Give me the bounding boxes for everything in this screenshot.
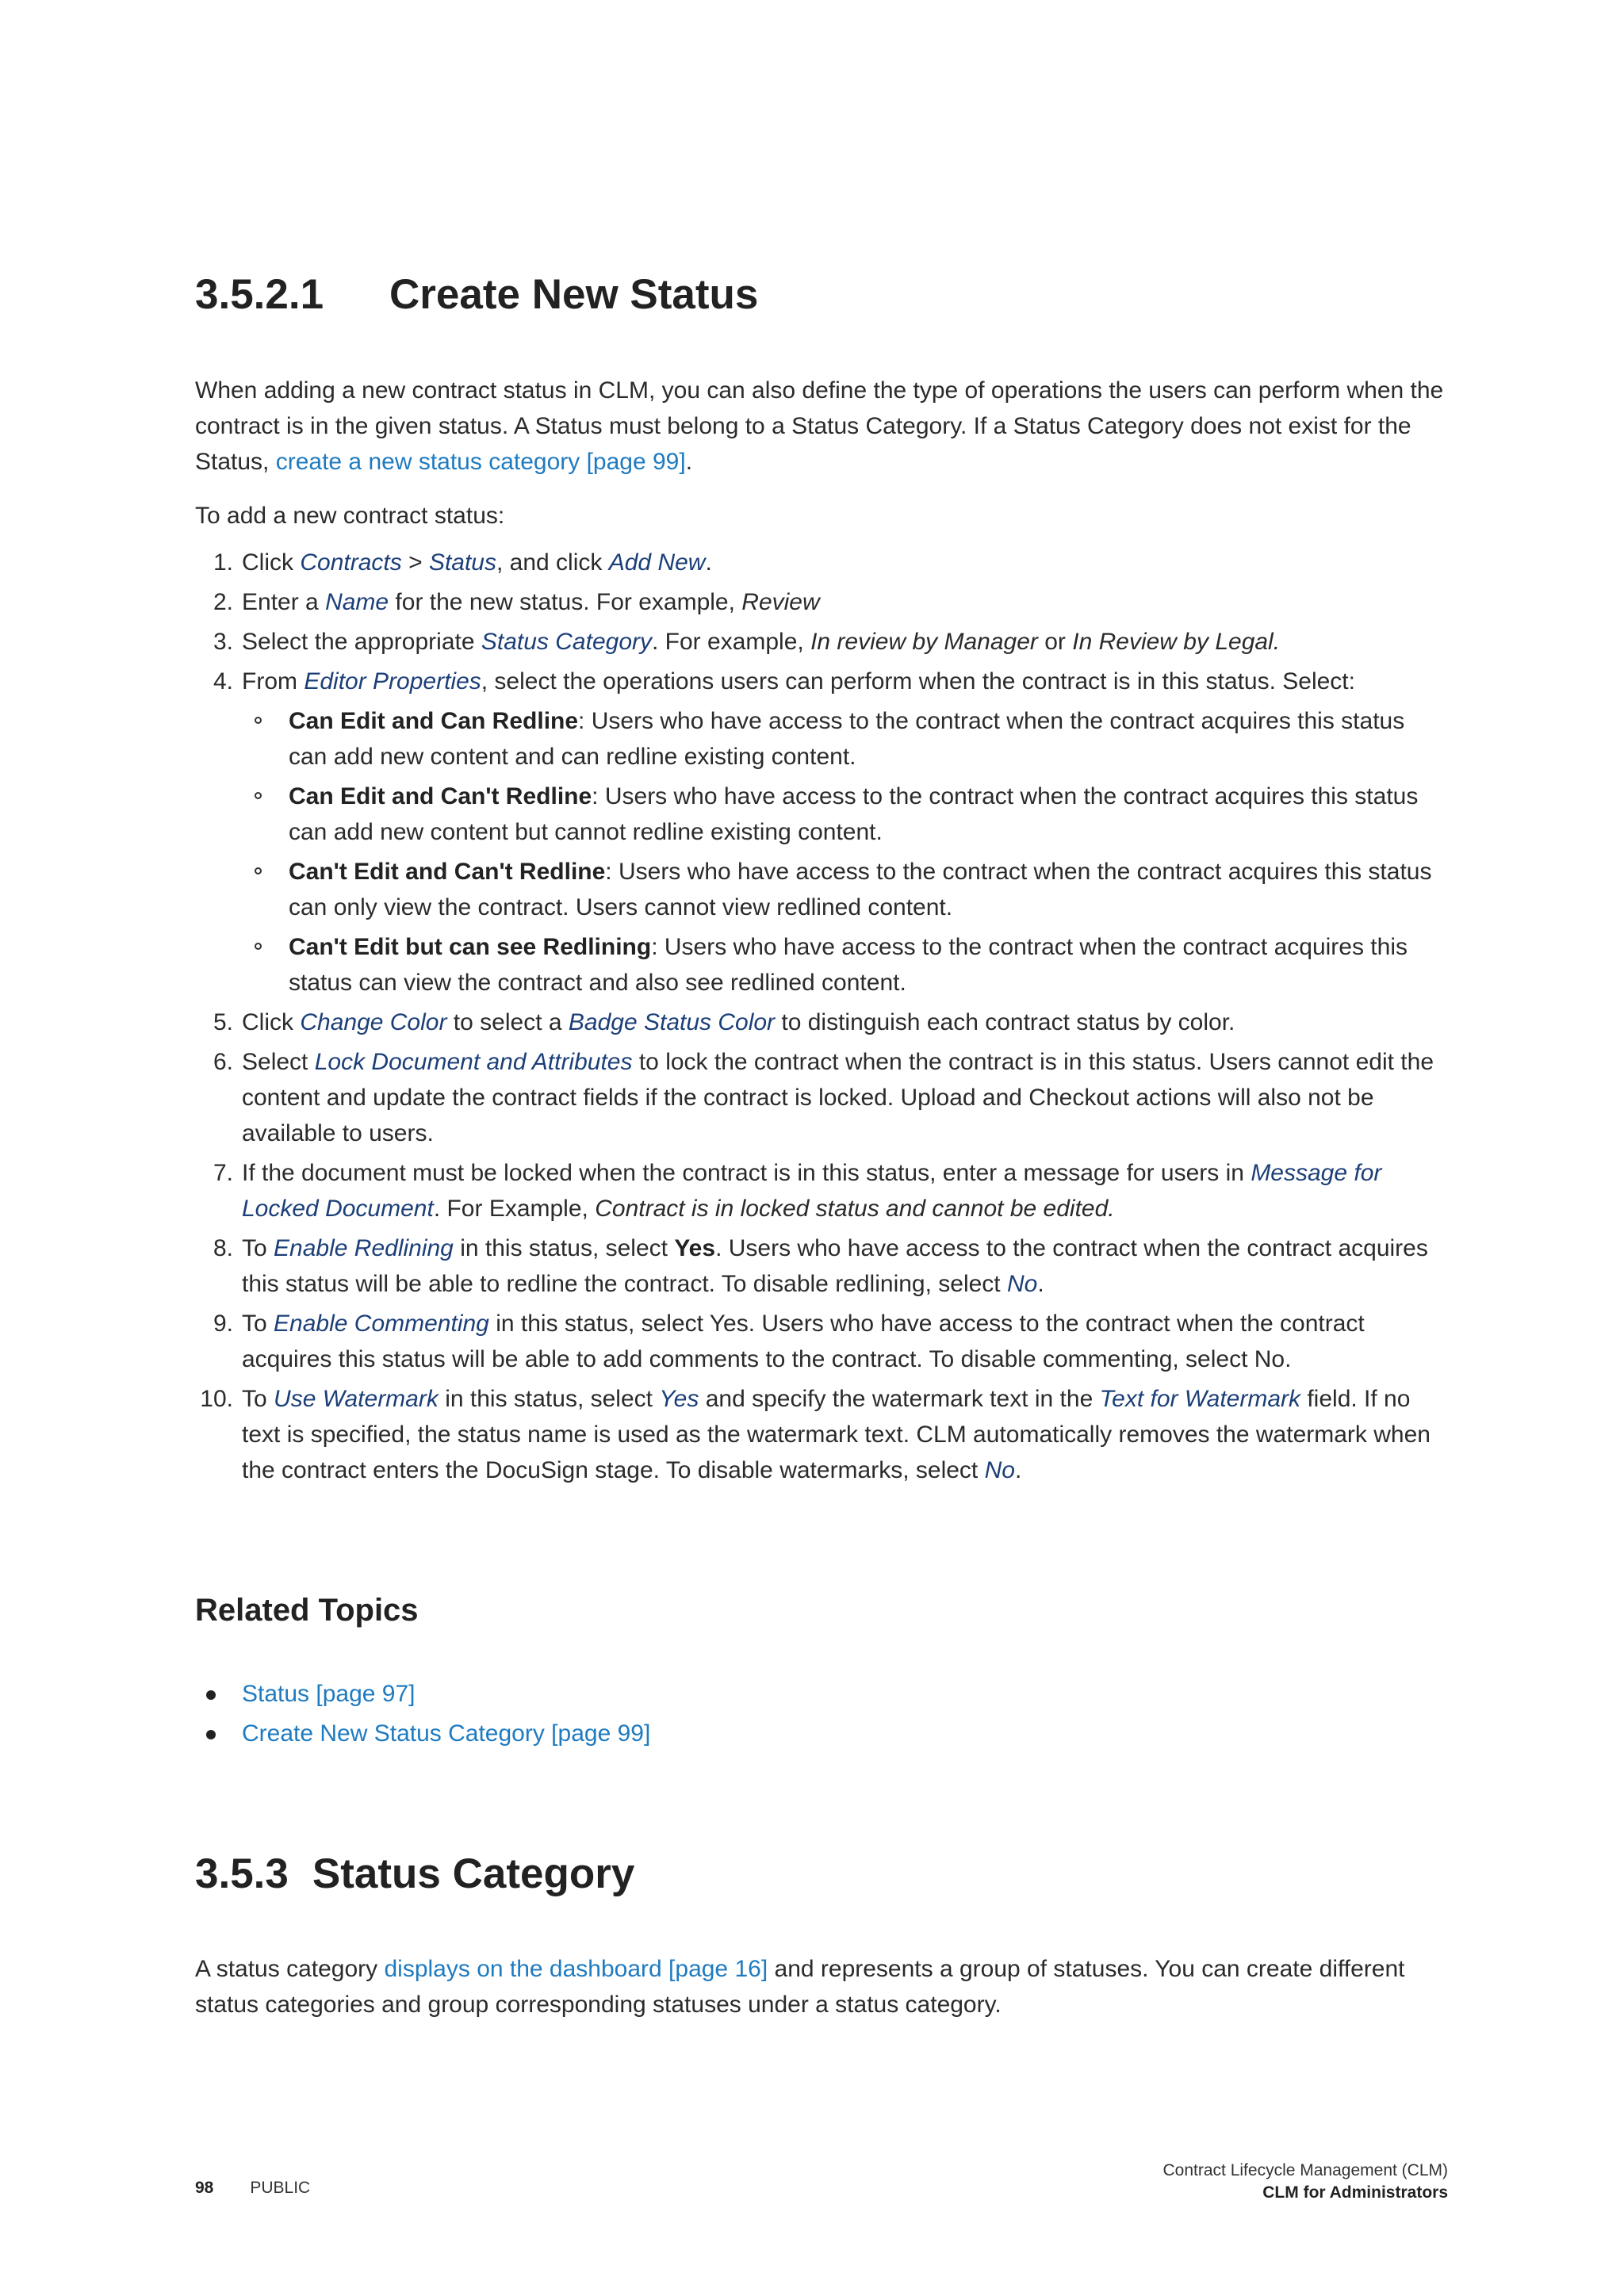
- option-name: Can Edit and Can Redline: [289, 707, 579, 734]
- option-item: [242, 703, 1448, 775]
- step-8: [195, 1230, 1448, 1302]
- option-item: [242, 779, 1448, 850]
- step-text: to lock the contract when the contract is in this status. Users cannot edit the content and update the contract fields if the contract is locked. Upload and Checkout actions will also not be available to users.: [242, 1048, 1434, 1146]
- page-number: 98: [195, 2179, 214, 2197]
- step-text: in this status, select: [438, 1385, 660, 1412]
- ui-term-add-new: Add New: [608, 549, 706, 576]
- example-text: In review by Manager: [810, 628, 1038, 655]
- editor-options-list: [242, 703, 1448, 1001]
- step-10: [195, 1381, 1448, 1488]
- step-text: . For example,: [652, 628, 811, 655]
- step-9: [195, 1306, 1448, 1377]
- circle-bullet-icon: [255, 792, 262, 799]
- step-number: 9.: [213, 1310, 233, 1337]
- step-text: From: [242, 668, 304, 695]
- step-text: Select: [242, 1048, 315, 1075]
- option-item: [242, 929, 1448, 1001]
- step-number: 7.: [213, 1159, 233, 1186]
- dashboard-link[interactable]: displays on the dashboard [page 16]: [384, 1956, 768, 1983]
- step-number: 3.: [213, 628, 233, 655]
- step-text: Enter a: [242, 588, 326, 615]
- related-link-create-new-status-category[interactable]: Create New Status Category [page 99]: [242, 1720, 651, 1747]
- option-description: : Users who have access to the contract when the contract acquires this status can add new content but cannot redline existing content.: [289, 783, 1419, 845]
- ui-term-editor-properties: Editor Properties: [304, 668, 481, 695]
- bullet-icon: [206, 1690, 216, 1700]
- ui-term-enable-redlining: Enable Redlining: [274, 1234, 454, 1261]
- circle-bullet-icon: [255, 717, 262, 724]
- ui-term-no: No: [984, 1456, 1015, 1483]
- section-number: 3.5.2.1: [195, 271, 324, 318]
- paragraph-text: A status category: [195, 1956, 385, 1983]
- step-5: [195, 1004, 1448, 1040]
- step-text: field. If no text is specified, the status name is used as the watermark text. CLM automatically removes the watermark when the contract enters the DocuSign stage. To disable watermarks, select: [242, 1385, 1431, 1483]
- footer-left: [195, 2179, 310, 2198]
- bold-yes: Yes: [674, 1234, 716, 1261]
- option-description: : Users who have access to the contract when the contract acquires this status can only view the contract. Users cannot view redlined content.: [289, 858, 1432, 920]
- step-text: , and click: [496, 549, 609, 576]
- ui-term-name: Name: [325, 588, 389, 615]
- related-topics-list: [195, 1674, 1448, 1754]
- ui-term-enable-commenting: Enable Commenting: [274, 1310, 489, 1337]
- step-number: 10.: [200, 1385, 233, 1412]
- step-number: 5.: [213, 1008, 233, 1035]
- create-status-category-link[interactable]: create a new status category [page 99]: [275, 448, 686, 475]
- lead-paragraph: To add a new contract status:: [195, 502, 505, 529]
- classification-label: PUBLIC: [250, 2179, 311, 2197]
- status-category-paragraph: [195, 1951, 1448, 2022]
- step-text: .: [1037, 1270, 1044, 1297]
- step-text: to select a: [446, 1008, 569, 1035]
- ui-term-no: No: [1006, 1270, 1038, 1297]
- step-text: If the document must be locked when the contract is in this status, enter a message for users in: [242, 1159, 1251, 1186]
- ui-term-lock-document: Lock Document and Attributes: [314, 1048, 633, 1075]
- option-name: Can Edit and Can't Redline: [289, 783, 592, 809]
- section-heading-create-new-status: [195, 270, 1448, 320]
- step-text: . Users who have access to the contract when the contract acquires this status will be able to redline the contract. To disable redlining, select: [242, 1234, 1428, 1297]
- step-4: [195, 664, 1448, 1001]
- step-1: [195, 545, 1448, 580]
- document-title: Contract Lifecycle Management (CLM): [1162, 2161, 1448, 2179]
- example-text: In Review by Legal.: [1072, 628, 1281, 655]
- option-name: Can't Edit and Can't Redline: [289, 858, 606, 885]
- step-3: [195, 624, 1448, 660]
- steps-list: [195, 545, 1448, 1488]
- ui-term-status-category: Status Category: [481, 628, 652, 655]
- related-topics-heading: Related Topics: [195, 1592, 419, 1628]
- option-description: : Users who have access to the contract when the contract acquires this status can add new content and can redline existing content.: [289, 707, 1405, 770]
- intro-end: .: [685, 448, 693, 475]
- step-text: Click: [242, 1008, 301, 1035]
- section-title: Status Category: [312, 1850, 635, 1897]
- step-text: in this status, select: [453, 1234, 675, 1261]
- option-name: Can't Edit but can see Redlining: [289, 933, 652, 960]
- step-text: To: [242, 1310, 274, 1337]
- step-2: [195, 584, 1448, 620]
- step-text: . For Example,: [433, 1195, 596, 1222]
- ui-term-contracts: Contracts: [300, 549, 402, 576]
- related-link-status[interactable]: Status [page 97]: [242, 1680, 416, 1707]
- step-text: .: [705, 549, 712, 576]
- related-item: [195, 1714, 1448, 1754]
- example-text: Review: [741, 588, 820, 615]
- step-text: To: [242, 1385, 274, 1412]
- section-heading-status-category: [195, 1849, 1448, 1900]
- ui-term-message-locked-document: Message for Locked Document: [242, 1159, 1382, 1222]
- step-number: 2.: [213, 588, 233, 615]
- example-text: Contract is in locked status and cannot be edited.: [595, 1195, 1115, 1222]
- ui-term-use-watermark: Use Watermark: [274, 1385, 439, 1412]
- circle-bullet-icon: [255, 867, 262, 874]
- step-text: .: [1014, 1456, 1022, 1483]
- ui-term-status: Status: [428, 549, 496, 576]
- section-number: 3.5.3: [195, 1850, 289, 1897]
- ui-term-text-for-watermark: Text for Watermark: [1099, 1385, 1301, 1412]
- step-text: Click: [242, 549, 301, 576]
- step-text: , select the operations users can perform when the contract is in this status. Select:: [481, 668, 1355, 695]
- step-text: >: [401, 549, 429, 576]
- footer-right: [1163, 2160, 1448, 2204]
- step-text: To: [242, 1234, 274, 1261]
- section-title: Create New Status: [389, 271, 759, 318]
- step-text: Select the appropriate: [242, 628, 481, 655]
- ui-term-yes: Yes: [659, 1385, 699, 1412]
- paragraph-text: and represents a group of statuses. You can create different status categories and group corresponding statuses under a status category.: [195, 1956, 1405, 2019]
- step-6: [195, 1044, 1448, 1151]
- step-number: 1.: [213, 549, 233, 576]
- ui-term-badge-status-color: Badge Status Color: [568, 1008, 776, 1035]
- intro-text: When adding a new contract status in CLM, you can also define the type of operations the users can perform when the contract is in the given status. A Status must belong to a Status Category. If a Status Category does not exist for the Status,: [195, 377, 1444, 475]
- step-text: for the new status. For example,: [389, 588, 742, 615]
- related-item: [195, 1674, 1448, 1714]
- circle-bullet-icon: [255, 943, 262, 950]
- option-description: : Users who have access to the contract when the contract acquires this status can view the contract and also see redlined content.: [289, 933, 1408, 996]
- step-number: 4.: [213, 668, 233, 695]
- step-text: in this status, select Yes. Users who have access to the contract when the contract acquires this status will be able to add comments to the contract. To disable commenting, select No.: [242, 1310, 1365, 1372]
- step-text: or: [1037, 628, 1073, 655]
- step-7: [195, 1155, 1448, 1226]
- step-number: 8.: [213, 1234, 233, 1261]
- bullet-icon: [206, 1730, 216, 1739]
- step-text: to distinguish each contract status by color.: [775, 1008, 1235, 1035]
- document-subtitle: CLM for Administrators: [1262, 2183, 1448, 2202]
- option-item: [242, 854, 1448, 925]
- step-text: and specify the watermark text in the: [699, 1385, 1100, 1412]
- ui-term-change-color: Change Color: [300, 1008, 447, 1035]
- step-number: 6.: [213, 1048, 233, 1075]
- intro-paragraph: [195, 373, 1448, 480]
- page-content: [195, 270, 1448, 2022]
